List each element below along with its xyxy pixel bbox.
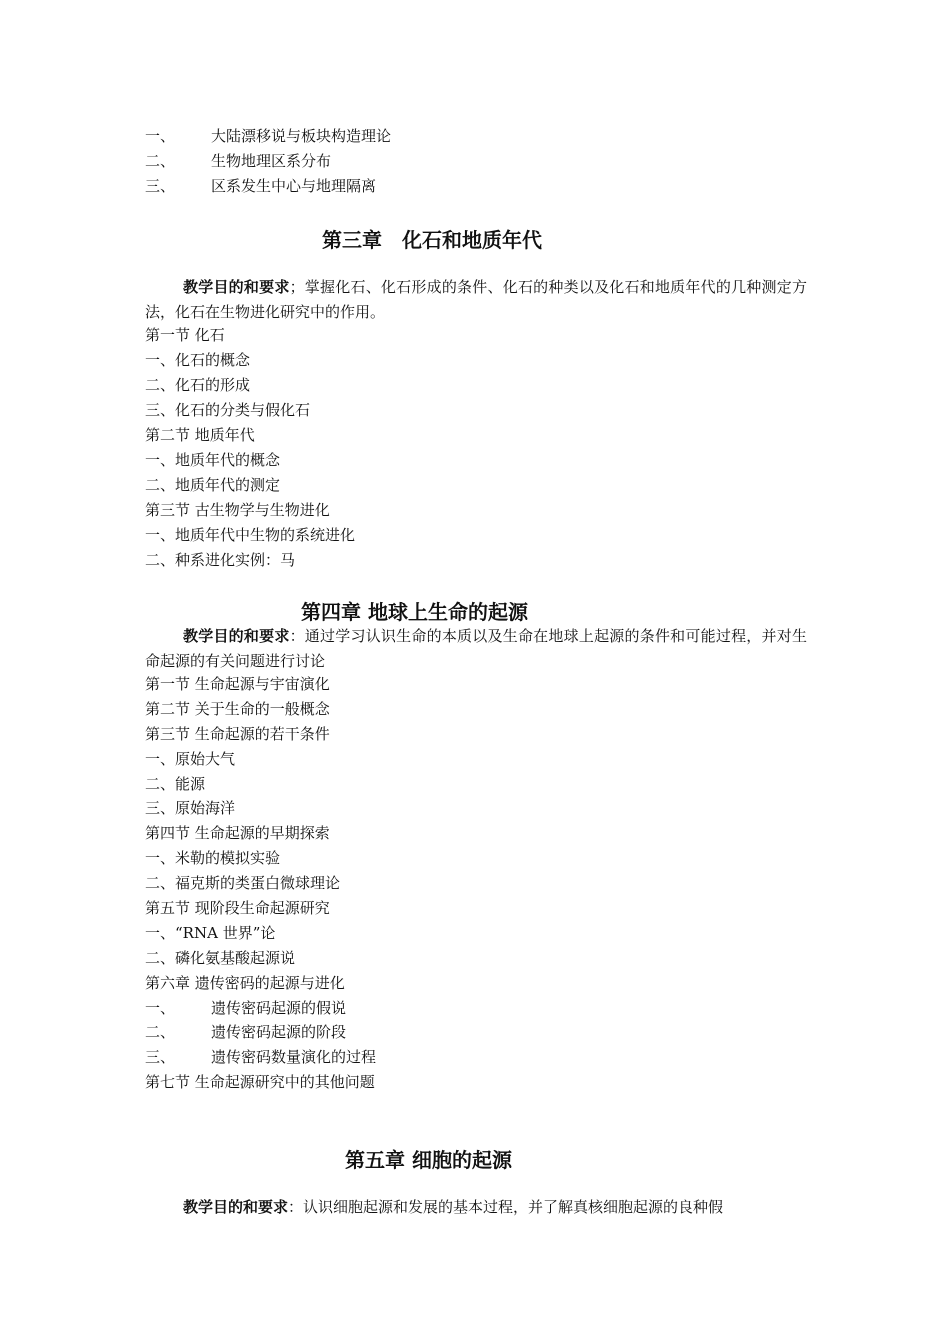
- list-item: 一、地质年代的概念: [145, 451, 281, 469]
- list-item: 二、 生物地理区系分布: [145, 152, 332, 170]
- list-item: 二、种系进化实例：马: [145, 551, 296, 569]
- list-item: 二、福克斯的类蛋白微球理论: [145, 874, 341, 892]
- list-item: 一、 大陆漂移说与板块构造理论: [145, 127, 392, 145]
- list-item: 第一节 化石: [145, 326, 225, 344]
- chapter-4-title: 第四章 地球上生命的起源: [301, 600, 528, 624]
- list-item: 第六章 遗传密码的起源与进化: [145, 974, 345, 992]
- chapter-5-aims: 教学目的和要求：认识细胞起源和发展的基本过程，并了解真核细胞起源的良种假: [183, 1198, 724, 1216]
- chapter-3-aims: 教学目的和要求；掌握化石、化石形成的条件、化石的种类以及化石和地质年代的几种测定方法，化石在生物进化研究中的作用。: [145, 278, 807, 321]
- list-item: 二、化石的形成: [145, 376, 251, 394]
- list-item: 三、化石的分类与假化石: [145, 401, 311, 419]
- list-item: 一、 遗传密码起源的假说: [145, 999, 347, 1017]
- list-item: 第二节 地质年代: [145, 426, 255, 444]
- chapter-5-title: 第五章 细胞的起源: [345, 1148, 512, 1172]
- list-item: 第五节 现阶段生命起源研究: [145, 899, 330, 917]
- chapter-3-title: 第三章 化石和地质年代: [322, 228, 542, 252]
- list-item: 一、原始大气: [145, 750, 236, 768]
- list-item: 一、米勒的模拟实验: [145, 849, 281, 867]
- list-item: 第一节 生命起源与宇宙演化: [145, 675, 330, 693]
- list-item: 三、 遗传密码数量演化的过程: [145, 1048, 377, 1066]
- list-item: 一、“RNA 世界”论: [145, 924, 276, 942]
- list-item: 一、地质年代中生物的系统进化: [145, 526, 356, 544]
- list-item: 第七节 生命起源研究中的其他问题: [145, 1073, 375, 1091]
- list-item: 二、地质年代的测定: [145, 476, 281, 494]
- chapter-4-aims: 教学目的和要求：通过学习认识生命的本质以及生命在地球上起源的条件和可能过程，并对生命起源的有关问题进行讨论: [145, 627, 807, 670]
- list-item: 一、化石的概念: [145, 351, 251, 369]
- list-item: 第三节 古生物学与生物进化: [145, 501, 330, 519]
- list-item: 二、磷化氨基酸起源说: [145, 949, 296, 967]
- list-item: 第四节 生命起源的早期探索: [145, 824, 330, 842]
- list-item: 二、 遗传密码起源的阶段: [145, 1023, 347, 1041]
- list-item: 三、原始海洋: [145, 799, 236, 817]
- list-item: 第二节 关于生命的一般概念: [145, 700, 330, 718]
- list-item: 二、能源: [145, 775, 206, 793]
- list-item: 第三节 生命起源的若干条件: [145, 725, 330, 743]
- list-item: 三、 区系发生中心与地理隔离: [145, 177, 377, 195]
